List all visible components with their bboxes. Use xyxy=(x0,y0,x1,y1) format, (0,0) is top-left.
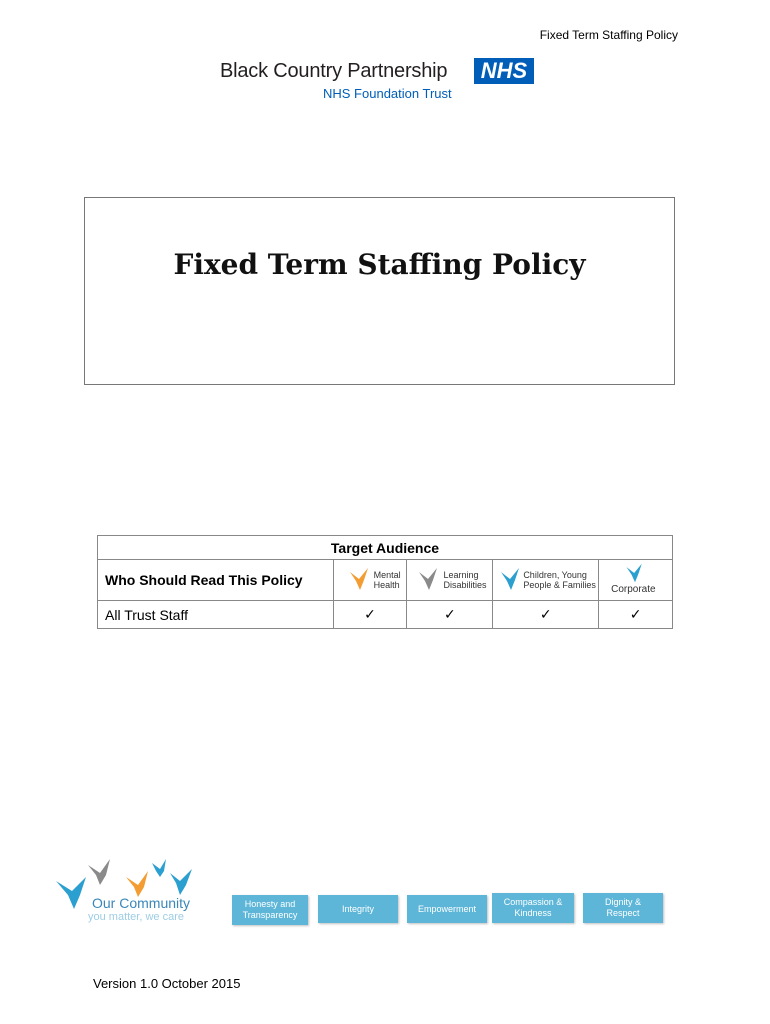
value-empowerment xyxy=(407,895,487,923)
logo-subtitle: NHS Foundation Trust xyxy=(323,86,452,101)
target-audience-heading: Target Audience xyxy=(98,536,673,560)
check-mark-icon: ✓ xyxy=(407,601,493,629)
value-line: Integrity xyxy=(341,903,374,914)
service-learning-disabilities xyxy=(407,560,493,601)
bird-icon xyxy=(499,566,523,592)
value-line: Respect xyxy=(606,908,640,918)
check-mark-icon: ✓ xyxy=(493,601,599,629)
logo-trust-name: Black Country Partnership xyxy=(220,60,448,82)
service-label: Children, Young xyxy=(523,570,587,580)
service-label: Health xyxy=(373,580,400,590)
value-integrity xyxy=(318,895,398,923)
value-line: Transparency xyxy=(242,910,298,920)
value-line: Dignity & xyxy=(604,897,641,907)
running-header: Fixed Term Staffing Policy xyxy=(539,28,678,42)
check-mark-icon: ✓ xyxy=(333,601,407,629)
value-honesty-transparency xyxy=(232,895,308,925)
trust-logo xyxy=(220,58,540,108)
value-dignity-respect xyxy=(583,893,663,923)
service-children-young-people xyxy=(493,560,599,601)
service-label: People & Families xyxy=(523,580,596,590)
version-label: Version 1.0 October 2015 xyxy=(93,976,241,991)
value-line: Kindness xyxy=(514,908,552,918)
target-audience-table xyxy=(97,535,673,629)
our-community-label: Our Community xyxy=(92,895,191,911)
nhs-logo: NHS xyxy=(474,58,534,84)
value-line: Empowerment xyxy=(417,903,477,914)
check-mark-icon: ✓ xyxy=(599,601,673,629)
service-corporate xyxy=(599,560,673,601)
service-label: Mental xyxy=(373,570,401,580)
tagline: you matter, we care xyxy=(88,911,184,923)
service-label: Learning xyxy=(443,570,479,580)
service-label: Disabilities xyxy=(443,580,487,590)
all-trust-staff-label: All Trust Staff xyxy=(98,601,334,629)
title-box xyxy=(84,197,675,385)
service-label: Corporate xyxy=(611,584,656,595)
who-should-read-label: Who Should Read This Policy xyxy=(98,560,334,601)
value-line: Compassion & xyxy=(503,897,563,907)
bird-icon xyxy=(348,566,372,592)
bird-icon xyxy=(417,566,441,592)
document-title: Fixed Term Staffing Policy xyxy=(173,248,586,281)
value-line: Honesty and xyxy=(244,899,296,909)
bird-icon xyxy=(623,562,647,584)
value-compassion-kindness xyxy=(492,893,574,923)
service-mental-health xyxy=(333,560,407,601)
trust-values-footer xyxy=(52,855,672,935)
